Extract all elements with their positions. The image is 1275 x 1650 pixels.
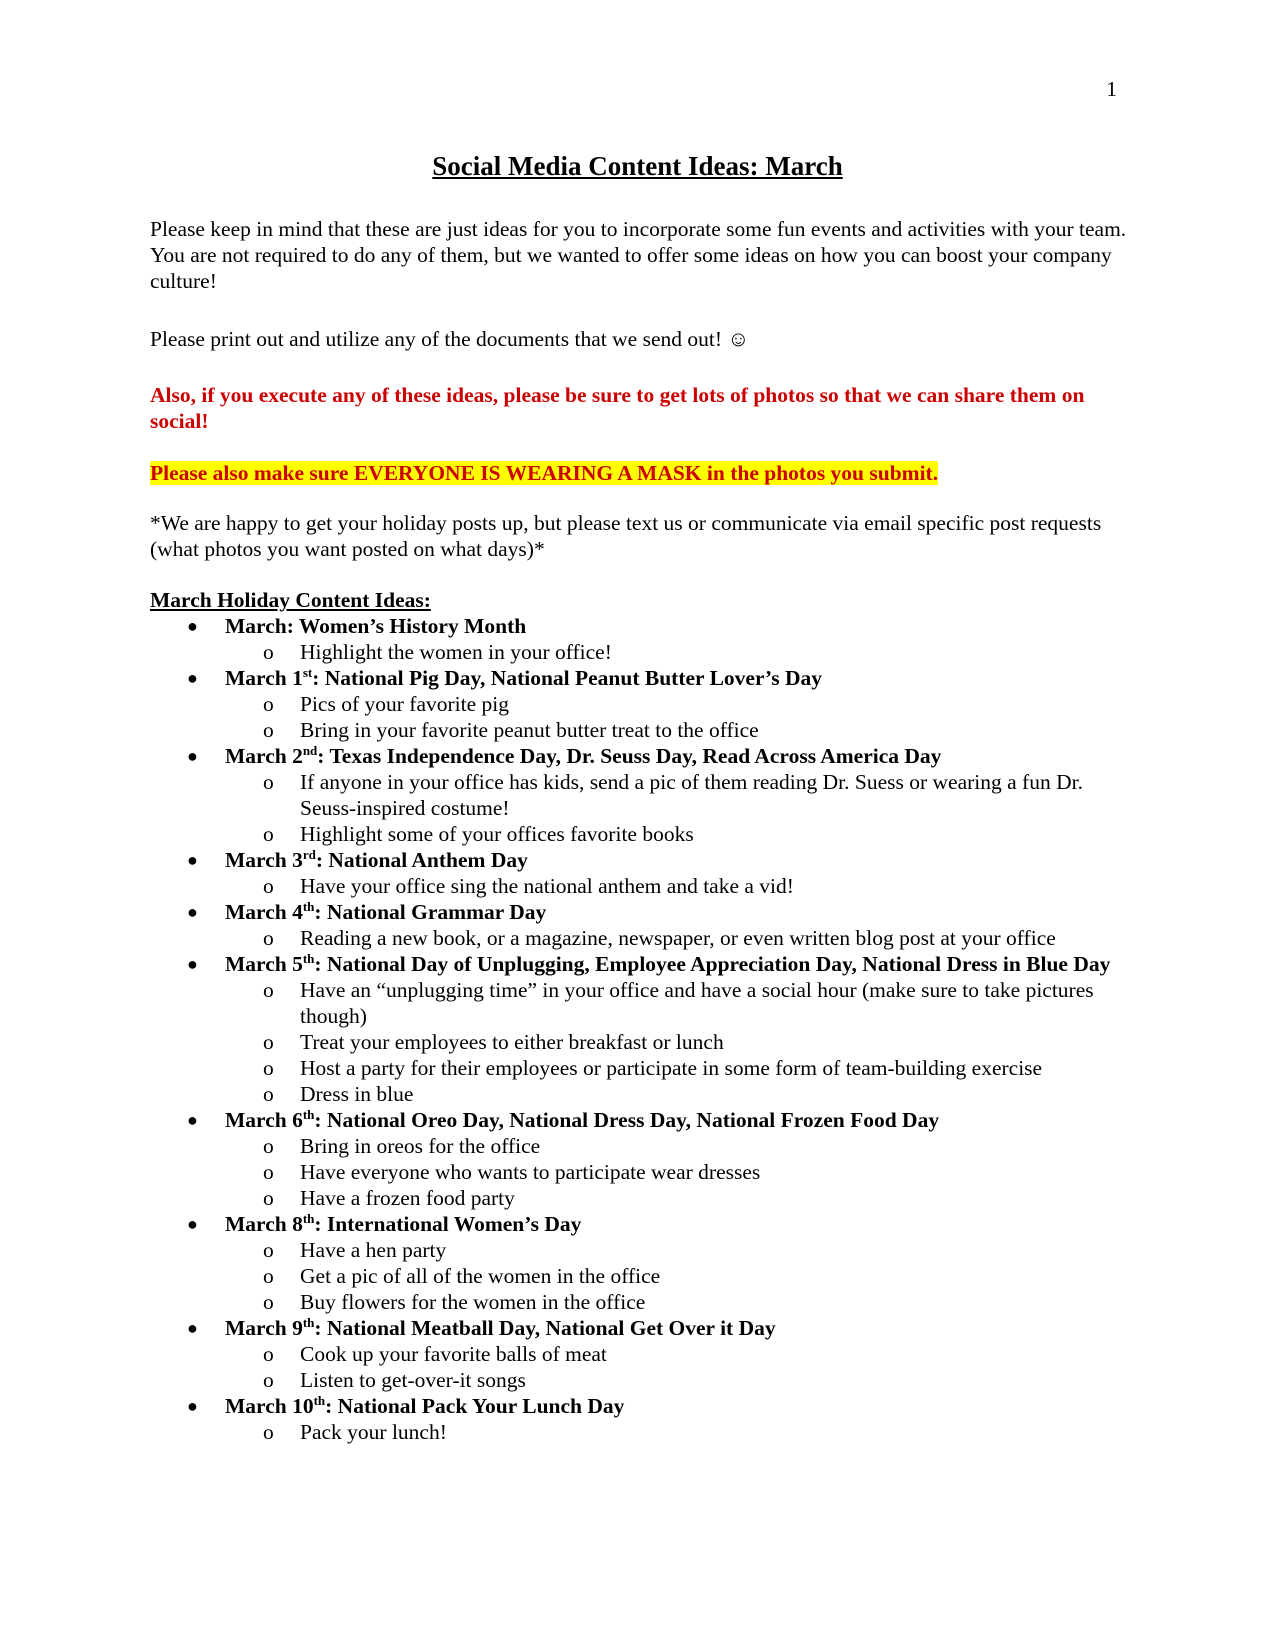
holiday-item xyxy=(150,1211,1130,1315)
holiday-date-suffix: th xyxy=(313,1393,326,1408)
idea-item xyxy=(225,873,1130,899)
holiday-item xyxy=(150,743,1130,847)
idea-item xyxy=(225,717,1130,743)
idea-list xyxy=(225,769,1130,847)
holiday-name: : Women’s History Month xyxy=(286,614,527,638)
idea-text: Highlight the women in your office! xyxy=(300,640,612,664)
sub-bullet-icon: o xyxy=(263,926,274,950)
sub-bullet-icon: o xyxy=(263,1368,274,1392)
sub-bullet-icon: o xyxy=(263,978,274,1002)
idea-item xyxy=(225,821,1130,847)
idea-list xyxy=(225,977,1130,1107)
section-heading: March Holiday Content Ideas: xyxy=(150,588,431,612)
idea-item xyxy=(225,1419,1130,1445)
idea-text: Listen to get-over-it songs xyxy=(300,1368,526,1392)
holiday-name: : National Pig Day, National Peanut Butter Lover’s Day xyxy=(312,666,823,690)
holiday-date-suffix: th xyxy=(302,1107,315,1122)
idea-text: Treat your employees to either breakfast or lunch xyxy=(300,1030,724,1054)
intro-paragraph: Please keep in mind that these are just ideas for you to incorporate some fun events and activities with your team. You are not required to do any of them, but we wanted to offer some ideas on how you can boost your company culture! xyxy=(150,217,1127,293)
idea-text: Bring in your favorite peanut butter treat to the office xyxy=(300,718,759,742)
holiday-title xyxy=(225,743,1130,769)
holiday-name: : Texas Independence Day, Dr. Seuss Day, Read Across America Day xyxy=(317,744,942,768)
idea-list xyxy=(225,1133,1130,1211)
mask-highlight: Please also make sure EVERYONE IS WEARING A MASK in the photos you submit. xyxy=(150,461,939,485)
sub-bullet-icon: o xyxy=(263,1290,274,1314)
bullet-icon: ● xyxy=(187,1318,198,1338)
sub-bullet-icon: o xyxy=(263,1264,274,1288)
holiday-date: March 1 xyxy=(225,666,303,690)
request-note: *We are happy to get your holiday posts up, but please text us or communicate via email specific post requests (what photos you want posted on what days)* xyxy=(150,511,1102,561)
holiday-date-suffix: th xyxy=(302,899,315,914)
holiday-date-suffix: th xyxy=(302,1315,315,1330)
sub-bullet-icon: o xyxy=(263,822,274,846)
idea-text: Host a party for their employees or participate in some form of team-building exercise xyxy=(300,1056,1043,1080)
idea-list xyxy=(225,1341,1130,1393)
bullet-icon: ● xyxy=(187,1214,198,1234)
holiday-item xyxy=(150,613,1130,665)
bullet-icon: ● xyxy=(187,850,198,870)
holiday-item xyxy=(150,1315,1130,1393)
sub-bullet-icon: o xyxy=(263,718,274,742)
bullet-icon: ● xyxy=(187,954,198,974)
page-number: 1 xyxy=(1106,77,1117,101)
sub-bullet-icon: o xyxy=(263,1030,274,1054)
idea-item xyxy=(225,925,1130,951)
holiday-date: March 5 xyxy=(225,952,303,976)
holiday-date-suffix: th xyxy=(302,951,315,966)
holiday-title xyxy=(225,951,1130,977)
bullet-icon: ● xyxy=(187,616,198,636)
idea-item xyxy=(225,1055,1130,1081)
idea-list xyxy=(225,691,1130,743)
sub-bullet-icon: o xyxy=(263,640,274,664)
holiday-date: March xyxy=(225,614,287,638)
idea-item xyxy=(225,1289,1130,1315)
holiday-name: : National Oreo Day, National Dress Day, National Frozen Food Day xyxy=(314,1108,940,1132)
idea-text: Bring in oreos for the office xyxy=(300,1134,541,1158)
holiday-list xyxy=(150,613,1130,1445)
idea-text: Have a hen party xyxy=(300,1238,447,1262)
idea-item xyxy=(225,977,1130,1029)
holiday-title xyxy=(225,665,1130,691)
holiday-title xyxy=(225,1211,1130,1237)
holiday-item xyxy=(150,1393,1130,1445)
holiday-item xyxy=(150,1107,1130,1211)
holiday-date: March 10 xyxy=(225,1394,314,1418)
idea-list xyxy=(225,1237,1130,1315)
sub-bullet-icon: o xyxy=(263,1160,274,1184)
sub-bullet-icon: o xyxy=(263,1342,274,1366)
holiday-date-suffix: rd xyxy=(302,847,316,862)
holiday-name: : National Pack Your Lunch Day xyxy=(325,1394,625,1418)
holiday-title xyxy=(225,847,1130,873)
sub-bullet-icon: o xyxy=(263,1134,274,1158)
holiday-date: March 4 xyxy=(225,900,303,924)
holiday-date: March 3 xyxy=(225,848,303,872)
idea-item xyxy=(225,639,1130,665)
idea-text: If anyone in your office has kids, send a pic of them reading Dr. Suess or wearing a fun Dr. Seuss-inspired costume! xyxy=(300,770,1083,820)
holiday-title xyxy=(225,1393,1130,1419)
holiday-name: : National Grammar Day xyxy=(314,900,547,924)
sub-bullet-icon: o xyxy=(263,1420,274,1444)
idea-text: Highlight some of your offices favorite books xyxy=(300,822,694,846)
holiday-item xyxy=(150,899,1130,951)
print-note: Please print out and utilize any of the documents that we send out! ☺ xyxy=(150,327,750,351)
idea-item xyxy=(225,1029,1130,1055)
idea-item xyxy=(225,1133,1130,1159)
document-body xyxy=(150,216,1130,1445)
holiday-date: March 9 xyxy=(225,1316,303,1340)
idea-item xyxy=(225,691,1130,717)
idea-text: Cook up your favorite balls of meat xyxy=(300,1342,607,1366)
page-title: Social Media Content Ideas: March xyxy=(432,151,843,181)
holiday-title xyxy=(225,613,1130,639)
idea-list xyxy=(225,925,1130,951)
holiday-date-suffix: th xyxy=(302,1211,315,1226)
idea-text: Pics of your favorite pig xyxy=(300,692,509,716)
sub-bullet-icon: o xyxy=(263,692,274,716)
idea-item xyxy=(225,1263,1130,1289)
idea-text: Have a frozen food party xyxy=(300,1186,515,1210)
idea-text: Reading a new book, or a magazine, newspaper, or even written blog post at your office xyxy=(300,926,1056,950)
holiday-name: : International Women’s Day xyxy=(314,1212,582,1236)
idea-text: Have your office sing the national anthem and take a vid! xyxy=(300,874,794,898)
holiday-item xyxy=(150,665,1130,743)
bullet-icon: ● xyxy=(187,746,198,766)
mask-note xyxy=(150,460,1130,486)
idea-item xyxy=(225,1081,1130,1107)
holiday-name: : National Meatball Day, National Get Over it Day xyxy=(314,1316,776,1340)
sub-bullet-icon: o xyxy=(263,1186,274,1210)
holiday-item xyxy=(150,951,1130,1107)
holiday-date: March 6 xyxy=(225,1108,303,1132)
idea-item xyxy=(225,1367,1130,1393)
bullet-icon: ● xyxy=(187,902,198,922)
holiday-title xyxy=(225,1315,1130,1341)
sub-bullet-icon: o xyxy=(263,1056,274,1080)
bullet-icon: ● xyxy=(187,668,198,688)
sub-bullet-icon: o xyxy=(263,1082,274,1106)
idea-list xyxy=(225,873,1130,899)
holiday-date: March 2 xyxy=(225,744,303,768)
idea-item xyxy=(225,1185,1130,1211)
sub-bullet-icon: o xyxy=(263,1238,274,1262)
holiday-title xyxy=(225,1107,1130,1133)
idea-text: Dress in blue xyxy=(300,1082,414,1106)
holiday-date-suffix: st xyxy=(302,665,313,680)
bullet-icon: ● xyxy=(187,1110,198,1130)
photos-note: Also, if you execute any of these ideas, please be sure to get lots of photos so that we can share them on social! xyxy=(150,383,1085,433)
sub-bullet-icon: o xyxy=(263,874,274,898)
holiday-date: March 8 xyxy=(225,1212,303,1236)
idea-item xyxy=(225,769,1130,821)
idea-text: Have an “unplugging time” in your office and have a social hour (make sure to take pictures though) xyxy=(300,978,1094,1028)
idea-text: Have everyone who wants to participate wear dresses xyxy=(300,1160,761,1184)
holiday-date-suffix: nd xyxy=(302,743,318,758)
idea-list xyxy=(225,639,1130,665)
idea-item xyxy=(225,1159,1130,1185)
idea-text: Buy flowers for the women in the office xyxy=(300,1290,646,1314)
holiday-name: : National Anthem Day xyxy=(315,848,528,872)
idea-list xyxy=(225,1419,1130,1445)
sub-bullet-icon: o xyxy=(263,770,274,794)
bullet-icon: ● xyxy=(187,1396,198,1416)
holiday-title xyxy=(225,899,1130,925)
holiday-name: : National Day of Unplugging, Employee Appreciation Day, National Dress in Blue Day xyxy=(314,952,1111,976)
idea-text: Get a pic of all of the women in the office xyxy=(300,1264,661,1288)
holiday-item xyxy=(150,847,1130,899)
idea-item xyxy=(225,1237,1130,1263)
idea-text: Pack your lunch! xyxy=(300,1420,447,1444)
idea-item xyxy=(225,1341,1130,1367)
